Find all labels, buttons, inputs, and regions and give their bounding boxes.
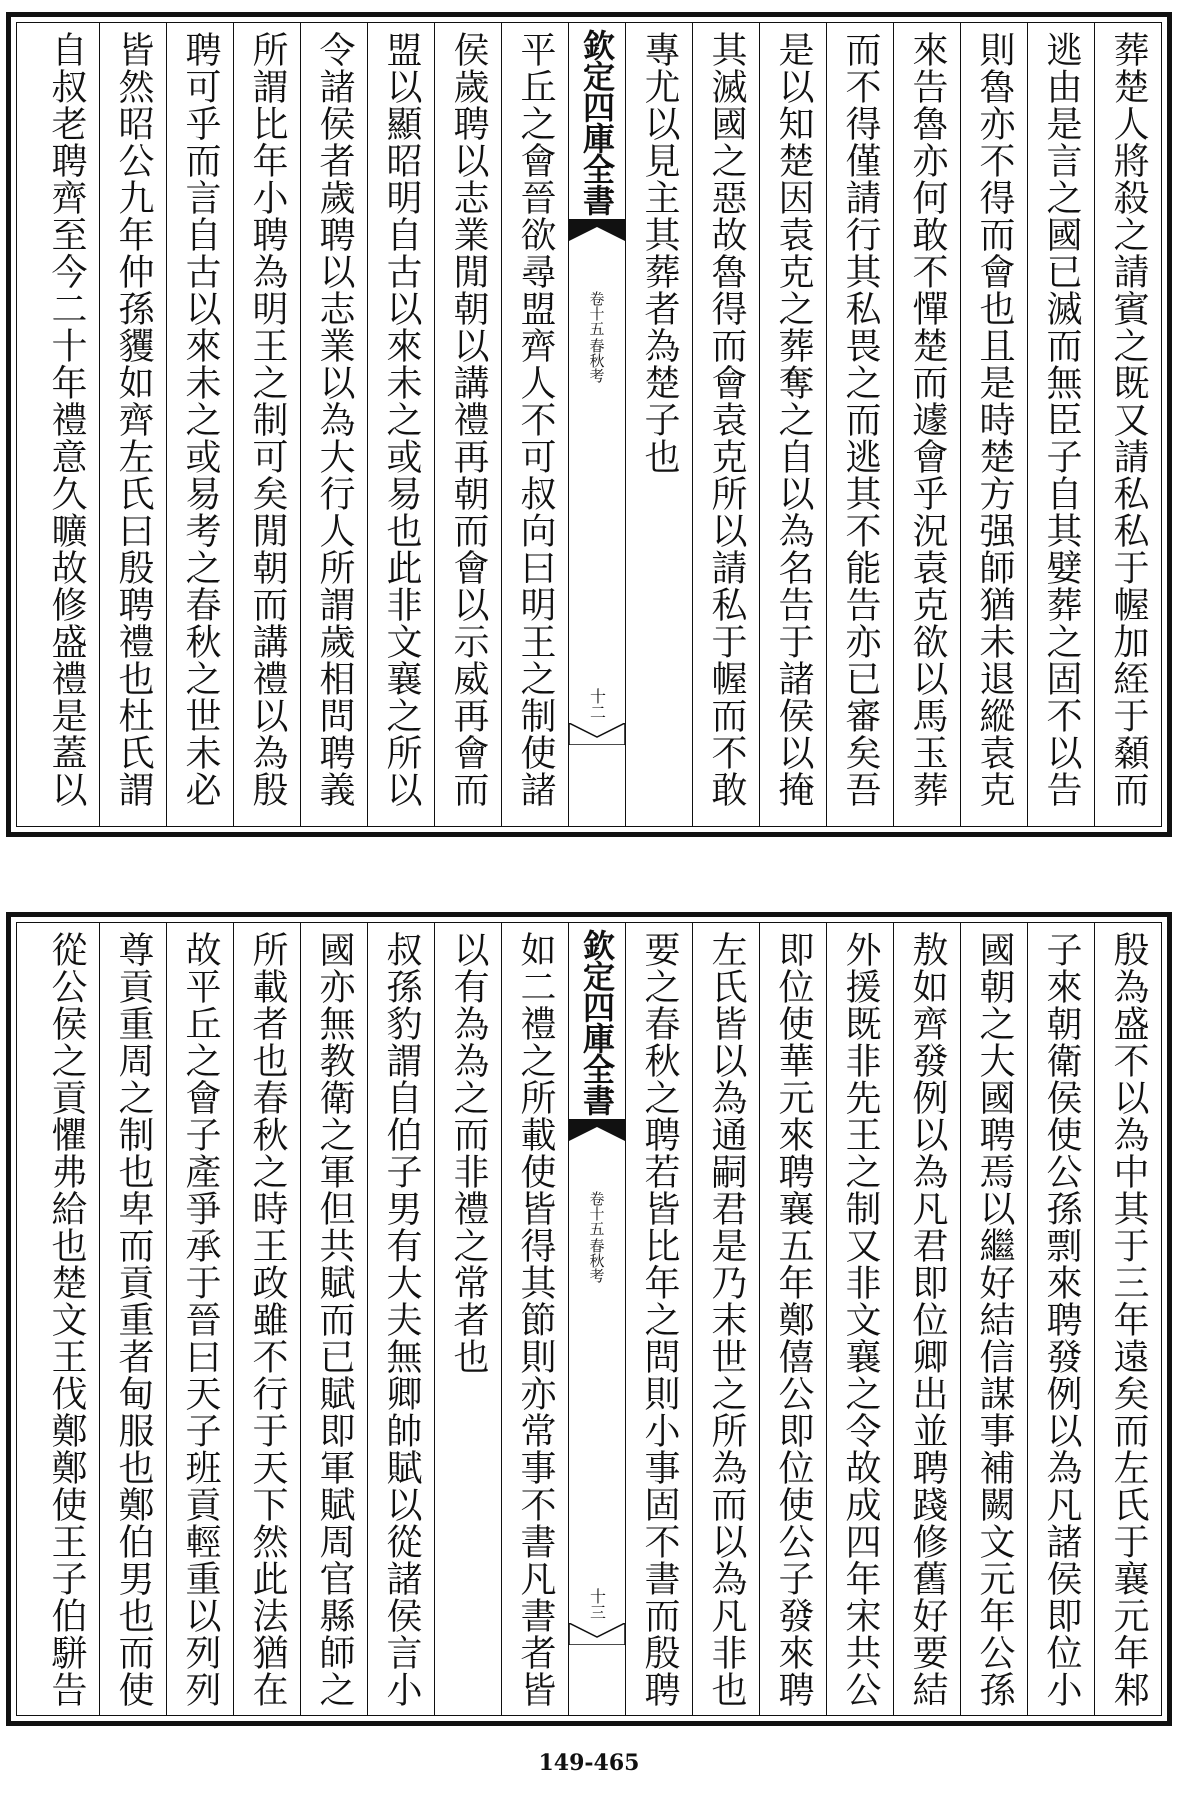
column-text: 殷為盛不以為中其于三年遠矣而左氏于襄元年邾	[1108, 931, 1149, 1708]
chapter-title: 春秋考	[587, 1238, 606, 1283]
column-text: 皆然昭公九年仲孫貜如齊左氏曰殷聘禮也杜氏謂	[113, 31, 154, 808]
column-text: 葬楚人將殺之請賓之既又請私私于幄加絰于顙而	[1108, 31, 1149, 808]
center-fold	[569, 923, 625, 1715]
text-column	[166, 923, 233, 1715]
lower-page-columns	[16, 922, 1162, 1716]
book-title: 欽定四庫全書	[578, 929, 616, 1115]
center-fold-column	[568, 923, 625, 1715]
column-text: 外援既非先王之制又非文襄之令故成四年宋共公	[840, 931, 881, 1708]
text-column	[960, 23, 1027, 826]
center-fold	[569, 23, 625, 826]
upper-page	[6, 12, 1172, 837]
page-number: 十二	[587, 688, 607, 720]
text-column	[1027, 23, 1094, 826]
fishtail-icon	[569, 1623, 625, 1645]
fishtail-icon	[569, 219, 625, 241]
column-text: 從公侯之貢懼弗給也楚文王伐鄭鄭使王子伯駢告	[46, 931, 87, 1708]
upper-page-columns	[16, 22, 1162, 827]
chapter-label	[587, 291, 608, 383]
text-column	[300, 23, 367, 826]
column-text: 左氏皆以為通嗣君是乃末世之所為而以為凡非也	[706, 931, 747, 1708]
text-column	[826, 23, 893, 826]
column-text: 尊貢重周之制也卑而貢重者甸服也鄭伯男也而使	[113, 931, 154, 1708]
fishtail-icon	[569, 723, 625, 745]
chapter-volume: 卷十五	[587, 291, 606, 336]
chapter-volume: 卷十五	[587, 1191, 606, 1236]
column-text: 所謂比年小聘為明王之制可矣閒朝而講禮以為殷	[247, 31, 288, 808]
column-text: 侯歲聘以志業閒朝以講禮再朝而會以示威再會而	[448, 31, 489, 808]
column-text: 逃由是言之國已滅而無臣子自其嬖葬之固不以告	[1041, 31, 1082, 808]
column-text: 以有為為之而非禮之常者也	[448, 931, 489, 1375]
text-column	[501, 23, 568, 826]
text-column	[99, 23, 166, 826]
text-column	[759, 23, 826, 826]
column-text: 自叔老聘齊至今二十年禮意久曠故修盛禮是蓋以	[46, 31, 87, 808]
column-text: 敖如齊發例以為凡君即位卿出並聘踐修舊好要結	[907, 931, 948, 1708]
column-text: 平丘之會晉欲尋盟齊人不可叔向曰明王之制使諸	[515, 31, 556, 808]
column-text: 是以知楚因袁克之葬奪之自以為名告于諸侯以掩	[773, 31, 814, 808]
column-text: 如二禮之所載使皆得其節則亦常事不書凡書者皆	[515, 931, 556, 1708]
text-column	[960, 923, 1027, 1715]
lower-page	[6, 912, 1172, 1726]
chapter-label	[587, 1191, 608, 1283]
column-text: 所載者也春秋之時王政雖不行于天下然此法猶在	[247, 931, 288, 1708]
text-column	[367, 923, 434, 1715]
text-column	[1027, 923, 1094, 1715]
center-fold-column	[568, 23, 625, 826]
column-text: 叔孫豹謂自伯子男有大夫無卿帥賦以從諸侯言小	[381, 931, 422, 1708]
column-text: 子來朝衛侯使公孫剽來聘發例以為凡諸侯即位小	[1041, 931, 1082, 1708]
text-column	[233, 923, 300, 1715]
column-text: 則魯亦不得而會也且是時楚方强師猶未退縱袁克	[974, 31, 1015, 808]
text-column	[434, 23, 501, 826]
text-column	[166, 23, 233, 826]
text-column	[625, 23, 692, 826]
column-text: 令諸侯者歲聘以志業以為大行人所謂歲相問聘義	[314, 31, 355, 808]
page-number: 十三	[587, 1588, 607, 1620]
text-column	[893, 923, 960, 1715]
column-text: 故平丘之會子產爭承于晉曰天子班貢輕重以列列	[180, 931, 221, 1708]
text-column	[33, 23, 99, 826]
column-text: 國朝之大國聘焉以繼好結信謀事補闕文元年公孫	[974, 931, 1015, 1708]
column-text: 專尤以見主其葬者為楚子也	[639, 31, 680, 475]
column-text: 其滅國之惡故魯得而會袁克所以請私于幄而不敢	[706, 31, 747, 808]
text-column	[893, 23, 960, 826]
page-footer-label: 149-465	[538, 1750, 640, 1776]
text-column	[367, 23, 434, 826]
text-column	[759, 923, 826, 1715]
column-text: 而不得僅請行其私畏之而逃其不能告亦已審矣吾	[840, 31, 881, 808]
text-column	[826, 923, 893, 1715]
text-column	[434, 923, 501, 1715]
text-column	[300, 923, 367, 1715]
text-column	[1094, 923, 1161, 1715]
column-text: 盟以顯昭明自古以來未之或易也此非文襄之所以	[381, 31, 422, 808]
column-text: 要之春秋之聘若皆比年之問則小事固不書而殷聘	[639, 931, 680, 1708]
text-column	[233, 23, 300, 826]
text-column	[33, 923, 99, 1715]
text-column	[1094, 23, 1161, 826]
text-column	[625, 923, 692, 1715]
text-column	[692, 923, 759, 1715]
text-column	[692, 23, 759, 826]
column-text: 即位使華元來聘襄五年鄭僖公即位使公子發來聘	[773, 931, 814, 1708]
text-column	[501, 923, 568, 1715]
column-text: 國亦無教衛之軍但共賦而已賦即軍賦周官縣師之	[314, 931, 355, 1708]
text-column	[99, 923, 166, 1715]
column-text: 聘可乎而言自古以來未之或易考之春秋之世未必	[180, 31, 221, 808]
fishtail-icon	[569, 1119, 625, 1141]
column-text: 來告魯亦何敢不憚楚而遽會乎況袁克欲以馬玉葬	[907, 31, 948, 808]
chapter-title: 春秋考	[587, 338, 606, 383]
book-title: 欽定四庫全書	[578, 29, 616, 215]
